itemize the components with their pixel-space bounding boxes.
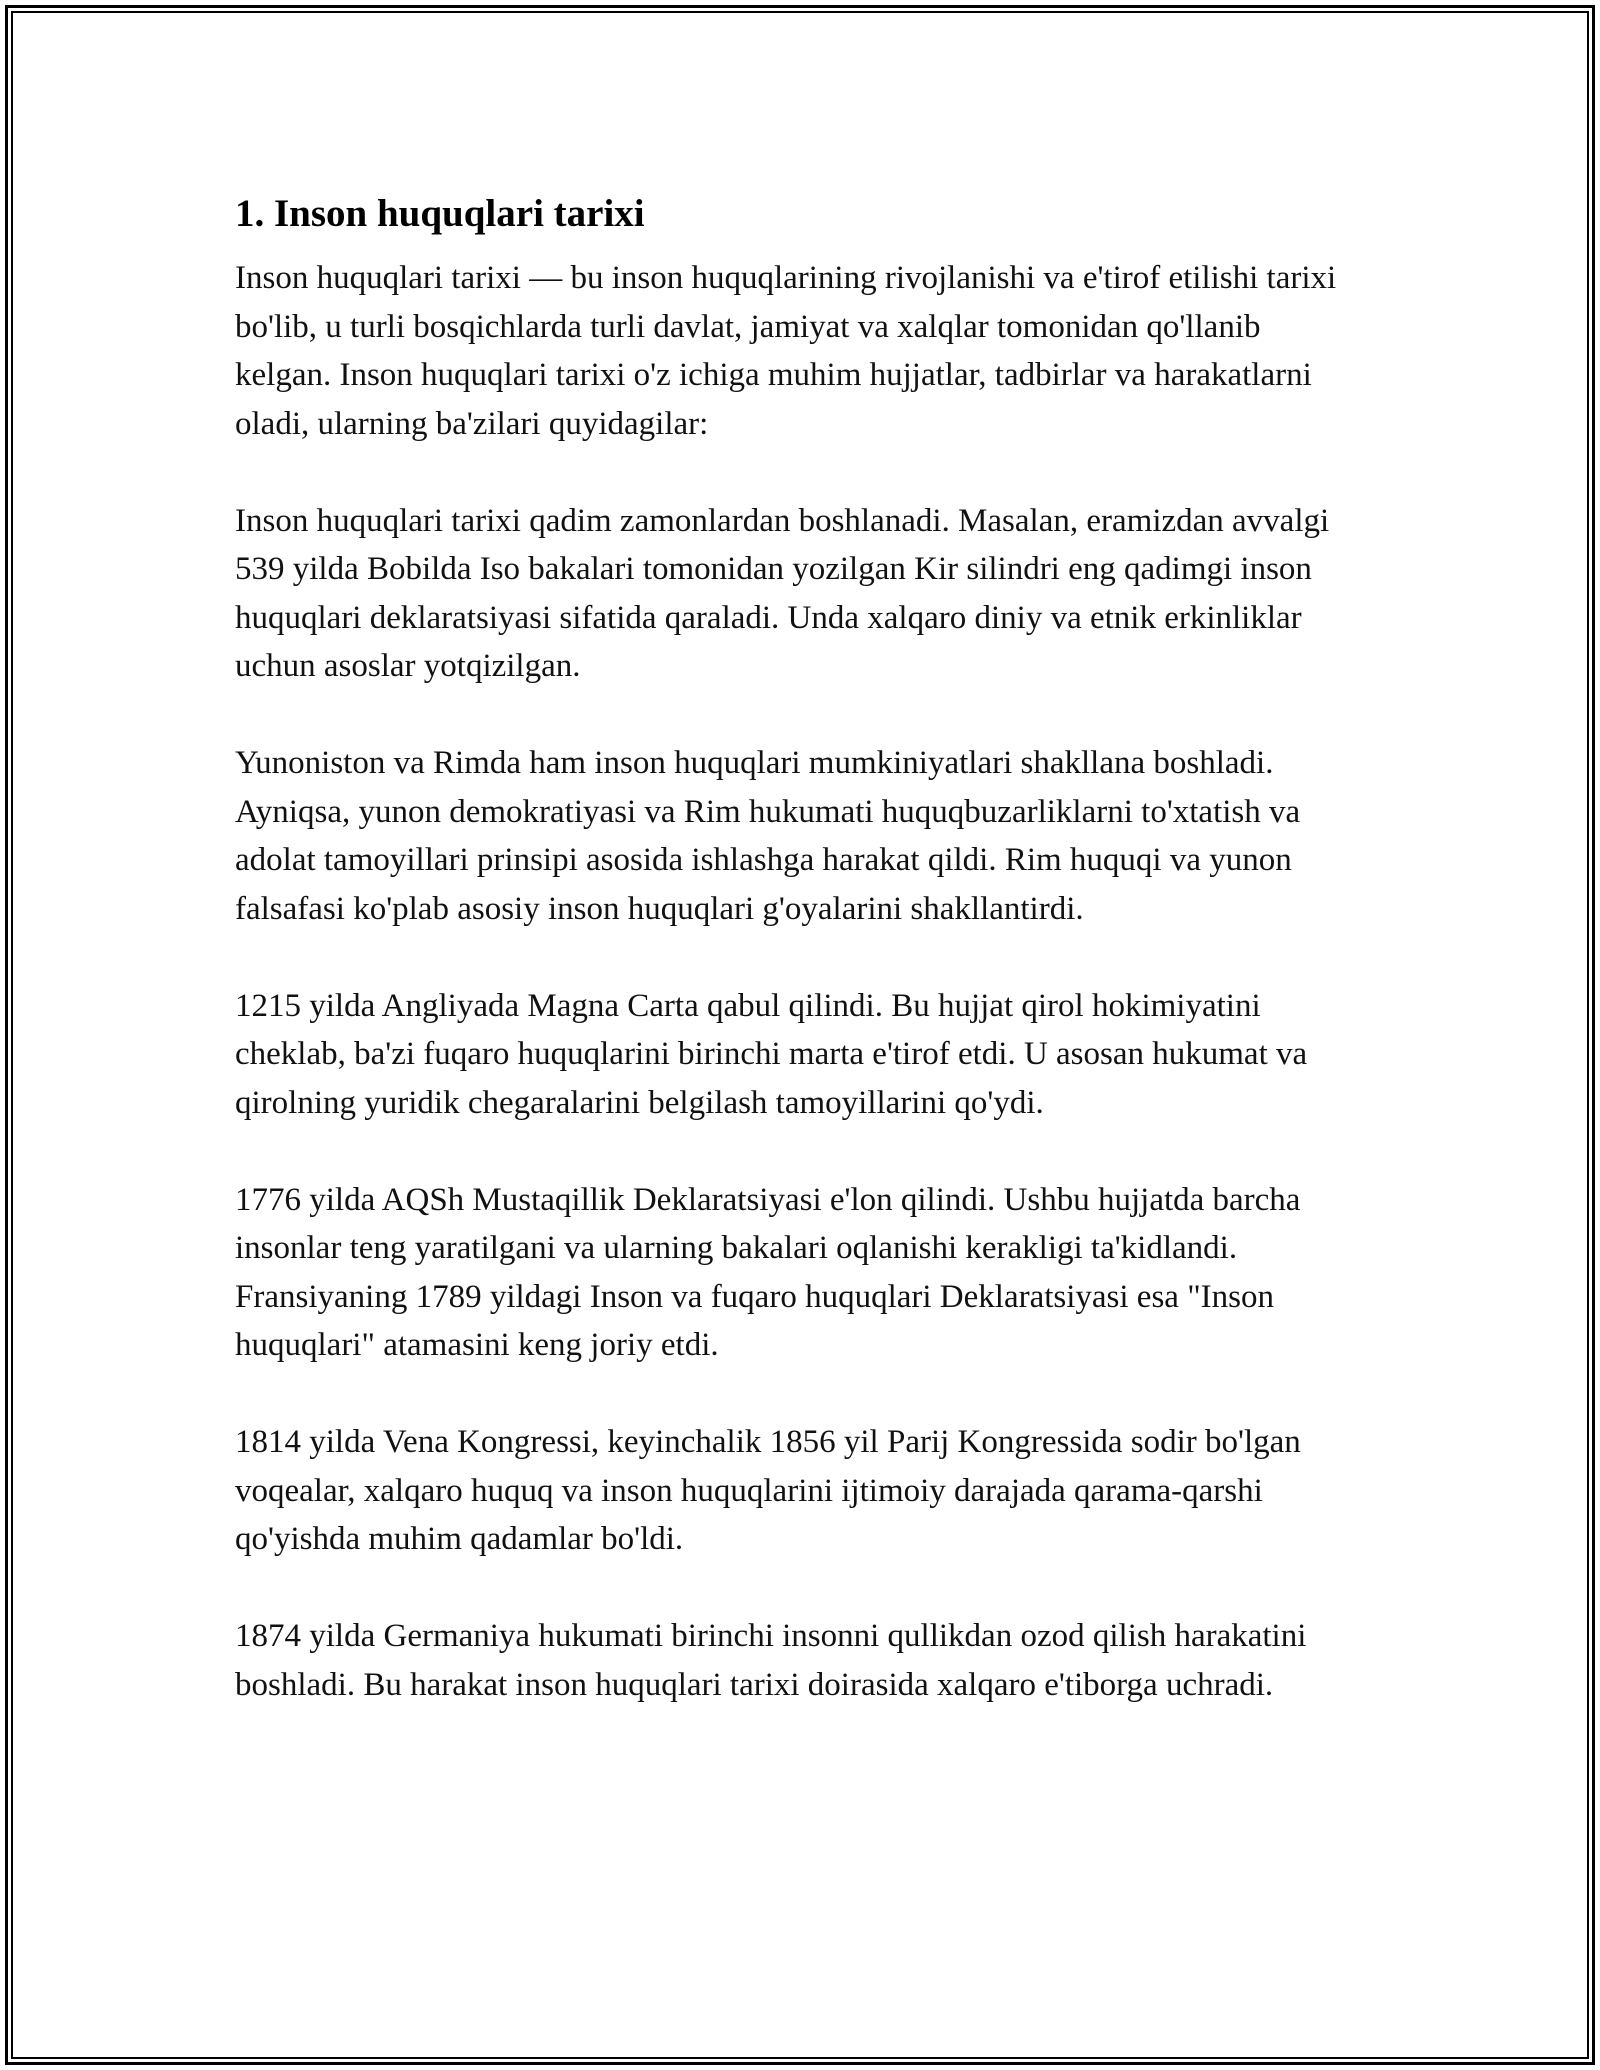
paragraph-congresses: 1814 yilda Vena Kongressi, keyinchalik 1856 yil Parij Kongressida sodir bo'lgan voqealar, xalqaro huquq va inson huquqlarini ijtimoiy darajada qarama-qarshi qo'yishda muhim qadamlar bo'ldi. (235, 1424, 1301, 1557)
section-heading: 1. Inson huquqlari tarixi (235, 192, 645, 235)
document-body (235, 186, 1355, 1758)
paragraph-intro: Inson huquqlari tarixi — bu inson huquqlarining rivojlanishi va e'tirof etilishi tarixi bo'lib, u turli bosqichlarda turli davlat, jamiyat va xalqlar tomonidan qo'llanib kelgan. Inson huquqlari tarixi o'z ichiga muhim hujjatlar, tadbirlar va harakatlarni oladi, ularning ba'zilari quyidagilar: (235, 260, 1337, 442)
paragraph-greece-rome: Yunoniston va Rimda ham inson huquqlari mumkiniyatlari shakllana boshladi. Ayniqsa, yunon demokratiyasi va Rim hukumati huquqbuzarliklarni to'xtatish va adolat tamoyillari prinsipi asosida ishlashga harakat qildi. Rim huquqi va yunon falsafasi ko'plab asosiy inson huquqlari g'oyalarini shakllantirdi. (235, 745, 1301, 927)
paragraph-declarations: 1776 yilda AQSh Mustaqillik Deklaratsiyasi e'lon qilindi. Ushbu hujjatda barcha insonlar teng yaratilgani va ularning bakalari oqlanishi kerakligi ta'kidlandi. Fransiyaning 1789 yildagi Inson va fuqaro huquqlari Deklaratsiyasi esa "Inson huquqlari" atamasini keng joriy etdi. (235, 1181, 1301, 1363)
paragraph-magna-carta: 1215 yilda Angliyada Magna Carta qabul qilindi. Bu hujjat qirol hokimiyatini cheklab, ba'zi fuqaro huquqlarini birinchi marta e'tirof etdi. U asosan hukumat va qirolning yuridik chegaralarini belgilash tamoyillarini qo'ydi. (235, 987, 1308, 1121)
paragraph-ancient-times: Inson huquqlari tarixi qadim zamonlardan boshlanadi. Masalan, eramizdan avvalgi 539 yilda Bobilda Iso bakalari tomonidan yozilgan Kir silindri eng qadimgi inson huquqlari deklaratsiyasi sifatida qaraladi. Unda xalqaro diniy va etnik erkinliklar uchun asoslar yotqizilgan. (235, 502, 1330, 684)
paragraph-germany: 1874 yilda Germaniya hukumati birinchi insonni qullikdan ozod qilish harakatini boshladi. Bu harakat inson huquqlari tarixi doirasida xalqaro e'tiborga uchradi. (235, 1618, 1307, 1703)
